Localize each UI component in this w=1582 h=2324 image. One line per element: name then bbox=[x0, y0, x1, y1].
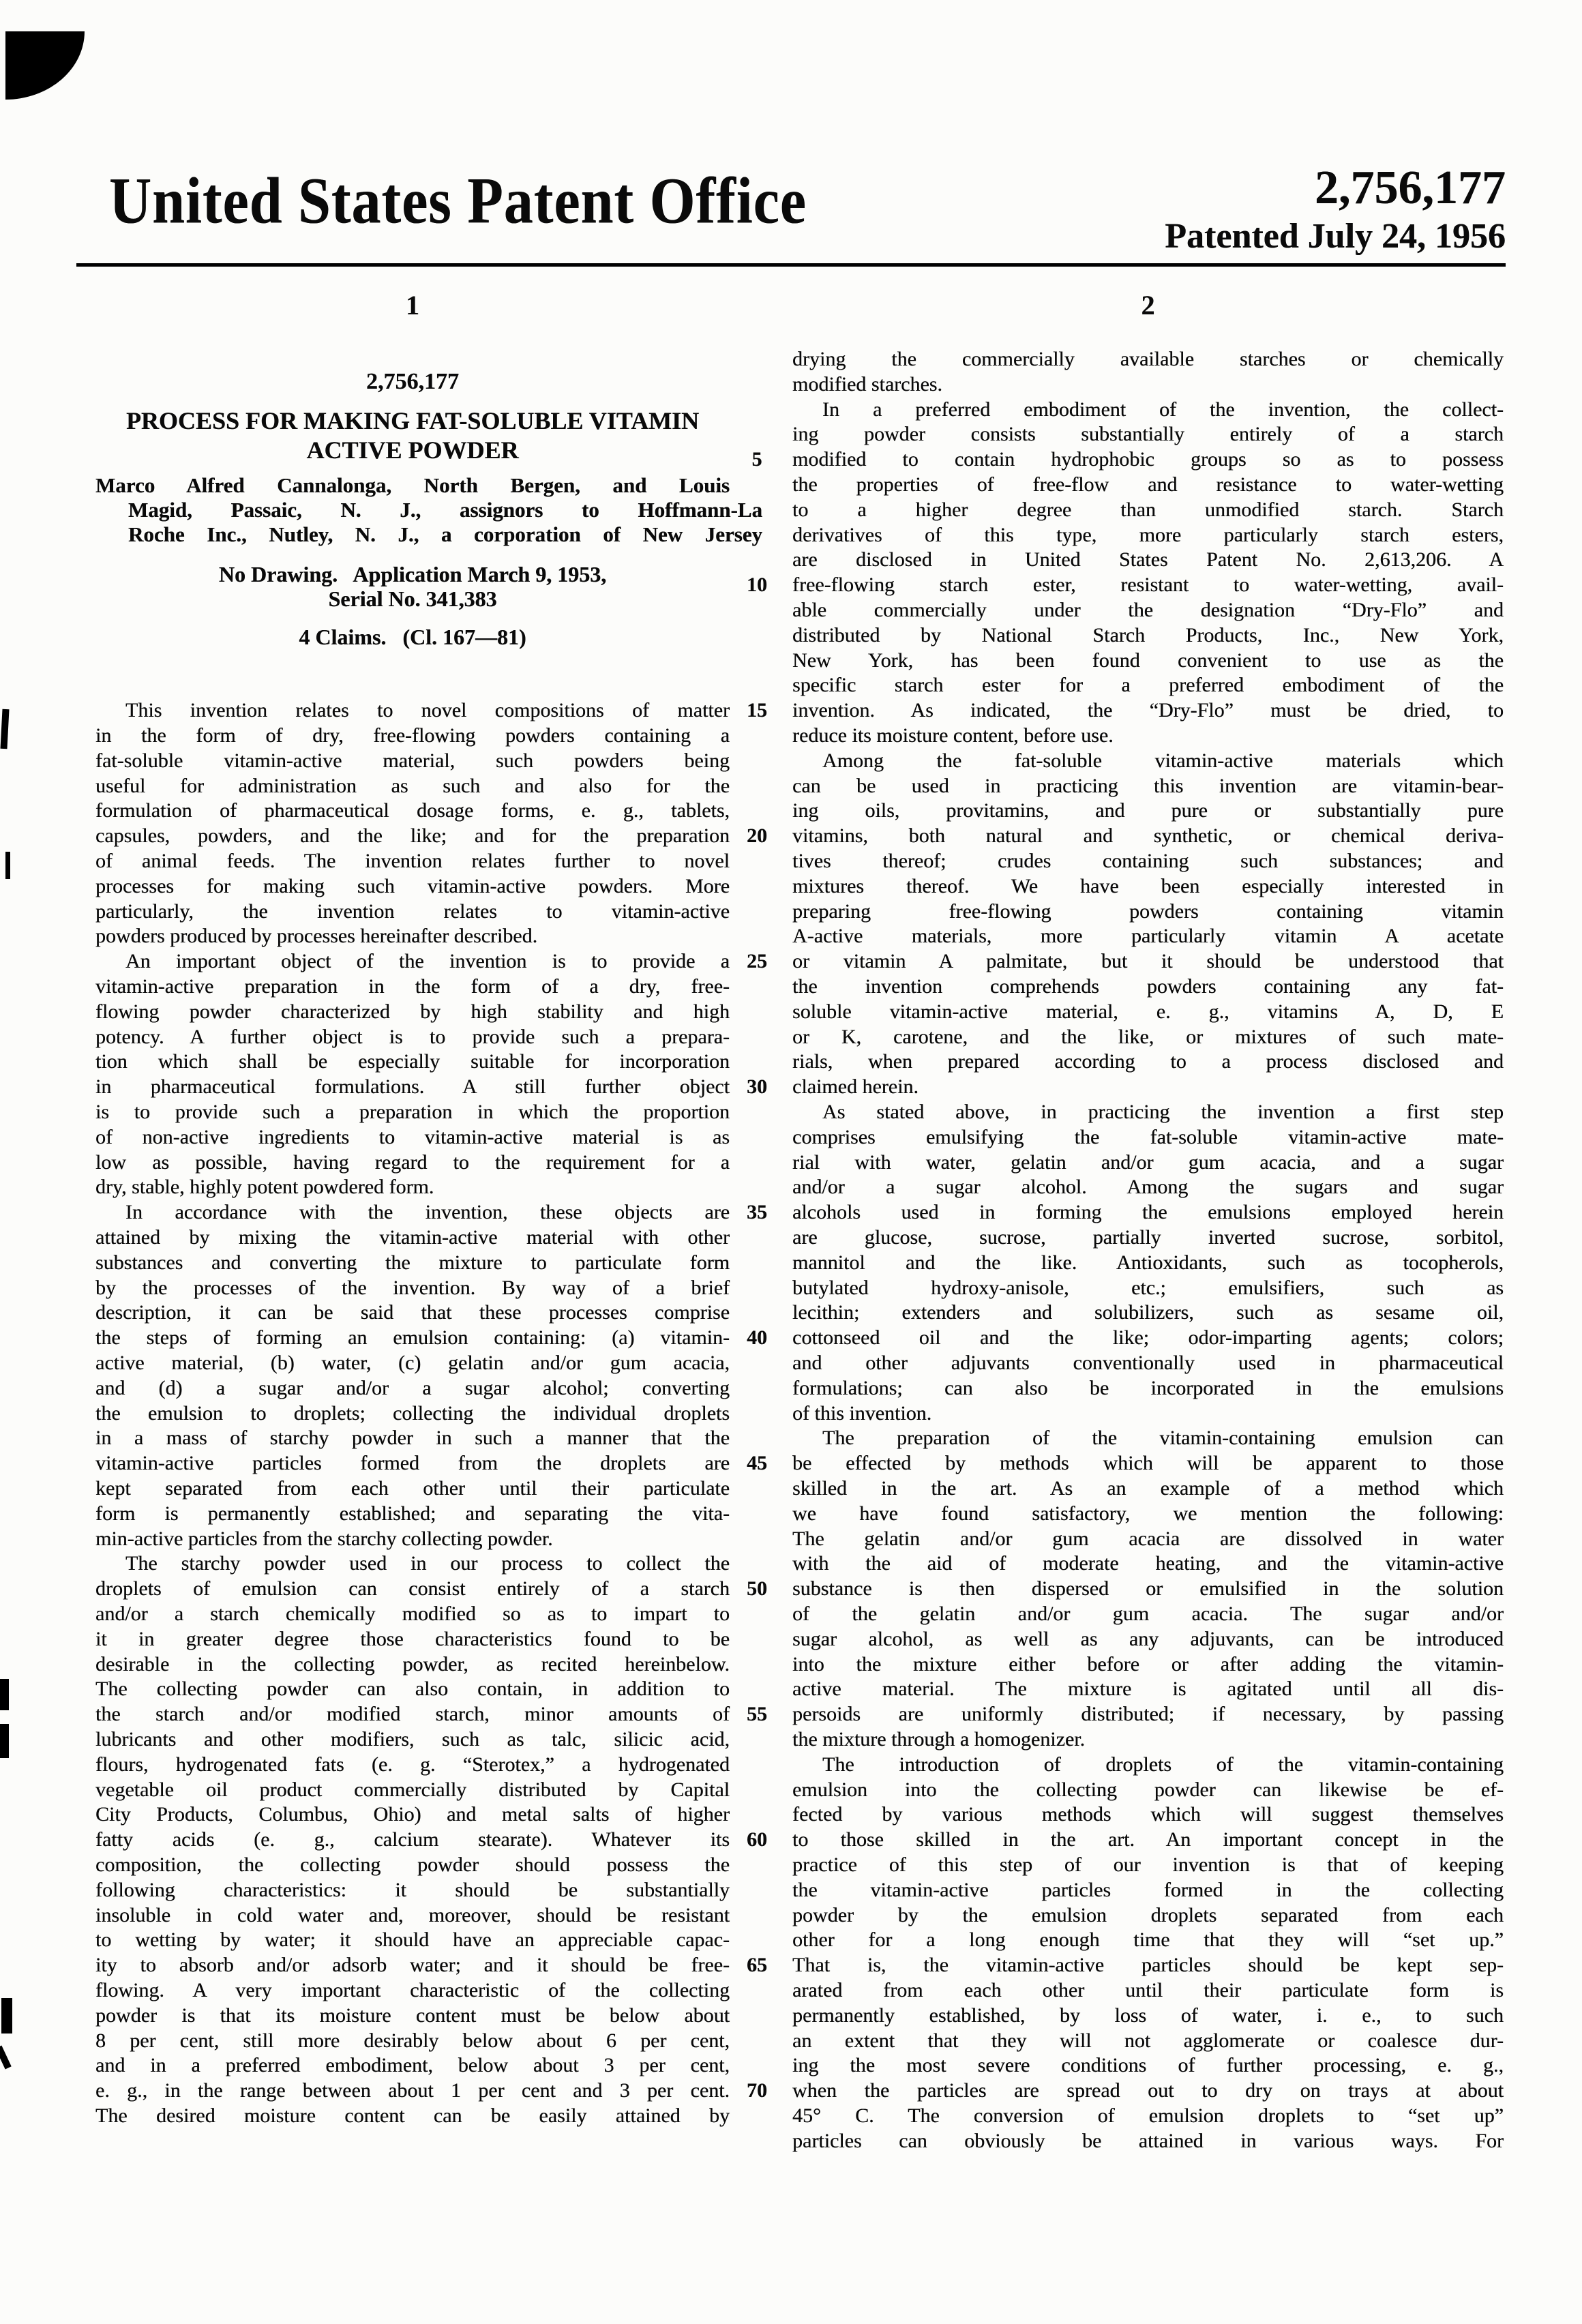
text-line: with the aid of moderate heating, and the vitamin-active bbox=[792, 1552, 1504, 1575]
line-number: 25 bbox=[747, 950, 767, 973]
text-line: processes for making such vitamin-active powders. More bbox=[95, 874, 730, 897]
text-line: practice of this step of our invention is that of keeping bbox=[792, 1853, 1504, 1876]
scan-artifact bbox=[0, 1724, 9, 1758]
text-line: mixtures thereof. We have been especially interested in bbox=[792, 874, 1504, 897]
patent-date: Patented July 24, 1956 bbox=[1165, 217, 1506, 256]
text-line: specific starch ester for a preferred embodiment of the bbox=[792, 674, 1504, 697]
filing-info-line-2: Serial No. 341,383 bbox=[328, 586, 497, 611]
text-line: formulation of pharmaceutical dosage forms, e. g., tablets, bbox=[95, 799, 730, 822]
text-line: dry, stable, highly potent powdered form. bbox=[95, 1176, 434, 1199]
text-line: useful for administration as such and also for the bbox=[95, 774, 730, 797]
scan-artifact-corner bbox=[5, 31, 85, 100]
text-line: potency. A further object is to provide such a prepara- bbox=[95, 1025, 730, 1048]
text-line: powder by the emulsion droplets separated from each bbox=[792, 1903, 1504, 1926]
line-number: 5 bbox=[751, 448, 762, 471]
text-line: In a preferred embodiment of the invention, the collect- bbox=[822, 398, 1504, 421]
text-line: persoids are uniformly distributed; if necessary, by passing bbox=[792, 1703, 1504, 1726]
patent-number-small: 2,756,177 bbox=[366, 369, 459, 394]
text-line: emulsion into the collecting powder can likewise be ef- bbox=[792, 1778, 1504, 1801]
text-line: form is permanently established; and separating the vita- bbox=[95, 1502, 730, 1525]
text-line: butylated hydroxy-anisole, etc.; emulsifiers, such as bbox=[792, 1276, 1504, 1299]
text-line: in a mass of starchy powder in such a manner that the bbox=[95, 1427, 730, 1450]
text-line: The desired moisture content can be easily attained by bbox=[95, 2104, 730, 2127]
text-line: are disclosed in United States Patent No. 2,613,206. A bbox=[792, 548, 1504, 571]
text-line: the vitamin-active particles formed in the collecting bbox=[792, 1878, 1504, 1901]
text-line: the starch and/or modified starch, minor amounts of bbox=[95, 1703, 730, 1726]
scan-artifact bbox=[0, 2045, 12, 2069]
text-line: and other adjuvants conventionally used in pharmaceutical bbox=[792, 1352, 1504, 1374]
text-line: ing powder consists substantially entirely of a starch bbox=[792, 423, 1504, 446]
text-line: of non-active ingredients to vitamin-active material is as bbox=[95, 1125, 730, 1148]
text-line: capsules, powders, and the like; and for the preparation bbox=[95, 824, 730, 848]
line-number: 65 bbox=[747, 1954, 767, 1977]
text-line: arated from each other until their particulate form is bbox=[792, 1979, 1504, 2001]
text-line: and/or a starch chemically modified so as to impart to bbox=[95, 1603, 730, 1625]
line-number: 15 bbox=[747, 699, 767, 722]
text-line: in the form of dry, free-flowing powders containing a bbox=[95, 724, 730, 747]
text-line: other for a long enough time that they will “set up.” bbox=[792, 1928, 1504, 1952]
text-line: 45° C. The conversion of emulsion droplets to “set up” bbox=[792, 2104, 1504, 2127]
text-line: particles can obviously be attained in various ways. For bbox=[792, 2129, 1504, 2152]
text-line: sugar alcohol, as well as any adjuvants, can be introduced bbox=[792, 1627, 1504, 1650]
text-line: In accordance with the invention, these objects are bbox=[125, 1201, 730, 1224]
header-divider bbox=[76, 263, 1506, 267]
text-line: it in greater degree those characteristics found to be bbox=[95, 1627, 730, 1650]
text-line: and (d) a sugar and/or a sugar alcohol; converting bbox=[95, 1376, 730, 1399]
text-line: The preparation of the vitamin-containing emulsion can bbox=[822, 1427, 1504, 1450]
text-line: or vitamin A palmitate, but it should be understood that bbox=[792, 950, 1504, 973]
text-line: invention. As indicated, the “Dry-Flo” must be dried, to bbox=[792, 699, 1504, 722]
text-line: The gelatin and/or gum acacia are dissolved in water bbox=[792, 1527, 1504, 1550]
line-number: 50 bbox=[747, 1577, 767, 1600]
text-line: min-active particles from the starchy collecting powder. bbox=[95, 1527, 553, 1550]
text-line: description, it can be said that these processes comprise bbox=[95, 1301, 730, 1324]
line-number: 35 bbox=[747, 1201, 767, 1224]
filing-info-line-1: No Drawing. Application March 9, 1953, bbox=[218, 562, 607, 586]
text-line: and/or a sugar alcohol. Among the sugars and sugar bbox=[792, 1176, 1504, 1199]
text-line: to those skilled in the art. An important concept in the bbox=[792, 1828, 1504, 1851]
scan-artifact bbox=[0, 709, 9, 749]
patent-office-title: United States Patent Office bbox=[109, 164, 807, 237]
text-line: modified starches. bbox=[792, 372, 942, 396]
text-line: distributed by National Starch Products, Inc., New York, bbox=[792, 623, 1504, 646]
text-line: An important object of the invention is to provide a bbox=[125, 950, 730, 973]
text-line: of this invention. bbox=[792, 1401, 932, 1425]
claims-line: 4 Claims. (Cl. 167—81) bbox=[299, 625, 526, 649]
text-line: the mixture through a homogenizer. bbox=[792, 1728, 1086, 1751]
text-line: or K, carotene, and the like, or mixtures of such mate- bbox=[792, 1025, 1504, 1048]
text-line: tion which shall be especially suitable for incorporation bbox=[95, 1050, 730, 1073]
text-line: Among the fat-soluble vitamin-active materials which bbox=[822, 749, 1504, 772]
text-line: can be used in practicing this invention are vitamin-bear- bbox=[792, 774, 1504, 797]
line-number: 40 bbox=[747, 1326, 767, 1350]
text-line: the emulsion to droplets; collecting the individual droplets bbox=[95, 1401, 730, 1425]
text-line: tives thereof; crudes containing such substances; and bbox=[792, 850, 1504, 872]
text-line: to wetting by water; it should have an appreciable capac- bbox=[95, 1928, 730, 1952]
text-line: we have found satisfactory, we mention the following: bbox=[792, 1502, 1504, 1525]
column-1-text bbox=[95, 347, 730, 2188]
text-line: permanently established, by loss of water, i. e., to such bbox=[792, 2003, 1504, 2027]
text-line: substances and converting the mixture to particulate form bbox=[95, 1251, 730, 1274]
text-line: ity to absorb and/or adsorb water; and it should be free- bbox=[95, 1954, 730, 1977]
text-line: derivatives of this type, more particularly starch esters, bbox=[792, 523, 1504, 546]
text-line: rials, when prepared according to a process disclosed and bbox=[792, 1050, 1504, 1073]
text-line: particularly, the invention relates to vitamin-active bbox=[95, 899, 730, 923]
column-2-text bbox=[792, 347, 1504, 2222]
line-number: 20 bbox=[747, 824, 767, 848]
text-line: flowing. A very important characteristic of the collecting bbox=[95, 1979, 730, 2001]
patent-number: 2,756,177 bbox=[1315, 162, 1506, 214]
text-line: attained by mixing the vitamin-active material with other bbox=[95, 1226, 730, 1249]
text-line: flowing powder characterized by high stability and high bbox=[95, 1000, 730, 1023]
text-line: powder is that its moisture content must be below about bbox=[95, 2003, 730, 2027]
text-line: and in a preferred embodiment, below about 3 per cent, bbox=[95, 2054, 730, 2077]
text-line: an extent that they will not agglomerate or coalesce dur- bbox=[792, 2029, 1504, 2052]
line-number: 10 bbox=[747, 573, 767, 597]
text-line: formulations; can also be incorporated in the emulsions bbox=[792, 1376, 1504, 1399]
line-number: 45 bbox=[747, 1452, 767, 1475]
text-line: active material. The mixture is agitated until all dis- bbox=[792, 1678, 1504, 1701]
text-line: preparing free-flowing powders containing vitamin bbox=[792, 899, 1504, 923]
text-line: active material, (b) water, (c) gelatin and/or gum acacia, bbox=[95, 1352, 730, 1374]
text-line: able commercially under the designation “Dry-Flo” and bbox=[792, 599, 1504, 621]
text-line: mannitol and the like. Antioxidants, such as tocopherols, bbox=[792, 1251, 1504, 1274]
text-line: vitamin-active particles formed from the droplets are bbox=[95, 1452, 730, 1475]
text-line: New York, has been found convenient to use as the bbox=[792, 649, 1504, 672]
text-line: when the particles are spread out to dry on trays at about bbox=[792, 2079, 1504, 2102]
text-line: ing the most severe conditions of further processing, e. g., bbox=[792, 2054, 1504, 2077]
text-line: by the processes of the invention. By way of a brief bbox=[95, 1276, 730, 1299]
text-line: into the mixture either before or after adding the vitamin- bbox=[792, 1652, 1504, 1675]
text-line: As stated above, in practicing the invention a first step bbox=[822, 1101, 1504, 1123]
text-line: drying the commercially available starches or chemically bbox=[792, 348, 1504, 370]
text-line: modified to contain hydrophobic groups so as to possess bbox=[792, 448, 1504, 471]
invention-title-line-1: PROCESS FOR MAKING FAT-SOLUBLE VITAMIN bbox=[125, 407, 700, 434]
text-line: The starchy powder used in our process to collect the bbox=[125, 1552, 730, 1575]
text-line: claimed herein. bbox=[792, 1075, 919, 1099]
text-line: lecithin; extenders and solubilizers, such as sesame oil, bbox=[792, 1301, 1504, 1324]
invention-title-line-2: ACTIVE POWDER bbox=[306, 436, 519, 464]
text-line: following characteristics: it should be substantially bbox=[95, 1878, 730, 1901]
text-line: vitamins, both natural and synthetic, or chemical deriva- bbox=[792, 824, 1504, 848]
text-line: City Products, Columbus, Ohio) and metal salts of higher bbox=[95, 1803, 730, 1826]
scan-artifact bbox=[0, 1679, 9, 1710]
text-line: to a higher degree than unmodified starch. Starch bbox=[792, 498, 1504, 521]
text-line: of animal feeds. The invention relates further to novel bbox=[95, 850, 730, 872]
column-2-number: 2 bbox=[1141, 290, 1155, 321]
text-line: fatty acids (e. g., calcium stearate). Whatever its bbox=[95, 1828, 730, 1851]
line-number: 60 bbox=[747, 1828, 767, 1851]
text-line: fat-soluble vitamin-active material, such powders being bbox=[95, 749, 730, 772]
text-line: kept separated from each other until their particulate bbox=[95, 1477, 730, 1500]
column-1-number: 1 bbox=[406, 290, 419, 321]
text-line: be effected by methods which will be apparent to those bbox=[792, 1452, 1504, 1475]
gutter-line-numbers bbox=[724, 347, 790, 2188]
text-line: A-active materials, more particularly vitamin A acetate bbox=[792, 925, 1504, 948]
text-line: are glucose, sucrose, partially inverted sucrose, sorbitol, bbox=[792, 1226, 1504, 1249]
text-line: This invention relates to novel compositions of matter bbox=[125, 699, 730, 722]
text-line: The collecting powder can also contain, in addition to bbox=[95, 1678, 730, 1701]
text-line: the properties of free-flow and resistance to water-wetting bbox=[792, 473, 1504, 496]
inventors-line-3: Roche Inc., Nutley, N. J., a corporation of New Jersey bbox=[128, 522, 762, 546]
text-line: alcohols used in forming the emulsions employed herein bbox=[792, 1201, 1504, 1224]
text-line: droplets of emulsion can consist entirely of a starch bbox=[95, 1577, 730, 1600]
text-line: insoluble in cold water and, moreover, should be resistant bbox=[95, 1903, 730, 1926]
text-line: vegetable oil product commercially distributed by Capital bbox=[95, 1778, 730, 1801]
inventors-line-2: Magid, Passaic, N. J., assignors to Hoffmann-La bbox=[128, 498, 762, 522]
line-number: 30 bbox=[747, 1075, 767, 1099]
text-line: skilled in the art. As an example of a method which bbox=[792, 1477, 1504, 1500]
text-line: 8 per cent, still more desirably below about 6 per cent, bbox=[95, 2029, 730, 2052]
text-line: in pharmaceutical formulations. A still further object bbox=[95, 1075, 730, 1099]
scan-artifact bbox=[5, 852, 10, 879]
text-line: composition, the collecting powder should possess the bbox=[95, 1853, 730, 1876]
line-number: 55 bbox=[747, 1703, 767, 1726]
text-line: fected by various methods which will suggest themselves bbox=[792, 1803, 1504, 1826]
text-line: free-flowing starch ester, resistant to water-wetting, avail- bbox=[792, 573, 1504, 597]
text-line: low as possible, having regard to the requirement for a bbox=[95, 1150, 730, 1174]
text-line: the invention comprehends powders containing any fat- bbox=[792, 975, 1504, 998]
text-line: e. g., in the range between about 1 per cent and 3 per cent. bbox=[95, 2079, 730, 2102]
text-line: is to provide such a preparation in which the proportion bbox=[95, 1101, 730, 1123]
text-line: desirable in the collecting powder, as recited hereinbelow. bbox=[95, 1652, 730, 1675]
text-line: lubricants and other modifiers, such as talc, silicic acid, bbox=[95, 1728, 730, 1751]
text-line: comprises emulsifying the fat-soluble vitamin-active mate- bbox=[792, 1125, 1504, 1148]
text-line: powders produced by processes hereinafter described. bbox=[95, 925, 538, 948]
text-line: substance is then dispersed or emulsified in the solution bbox=[792, 1577, 1504, 1600]
header-right-block bbox=[1165, 162, 1506, 256]
text-line: ing oils, provitamins, and pure or substantially pure bbox=[792, 799, 1504, 822]
scan-artifact bbox=[1, 1998, 12, 2034]
text-line: flours, hydrogenated fats (e. g. “Sterotex,” a hydrogenated bbox=[95, 1753, 730, 1776]
text-line: vitamin-active preparation in the form of a dry, free- bbox=[95, 975, 730, 998]
inventors-line-1: Marco Alfred Cannalonga, North Bergen, and Louis bbox=[95, 473, 730, 497]
text-line: rial with water, gelatin and/or gum acacia, and a sugar bbox=[792, 1150, 1504, 1174]
text-line: the steps of forming an emulsion containing: (a) vitamin- bbox=[95, 1326, 730, 1350]
line-number: 70 bbox=[747, 2079, 767, 2102]
text-line: That is, the vitamin-active particles should be kept sep- bbox=[792, 1954, 1504, 1977]
text-line: of the gelatin and/or gum acacia. The sugar and/or bbox=[792, 1603, 1504, 1625]
text-line: The introduction of droplets of the vitamin-containing bbox=[822, 1753, 1504, 1776]
text-line: soluble vitamin-active material, e. g., vitamins A, D, E bbox=[792, 1000, 1504, 1023]
text-line: reduce its moisture content, before use. bbox=[792, 724, 1114, 747]
text-line: cottonseed oil and the like; odor-imparting agents; colors; bbox=[792, 1326, 1504, 1350]
